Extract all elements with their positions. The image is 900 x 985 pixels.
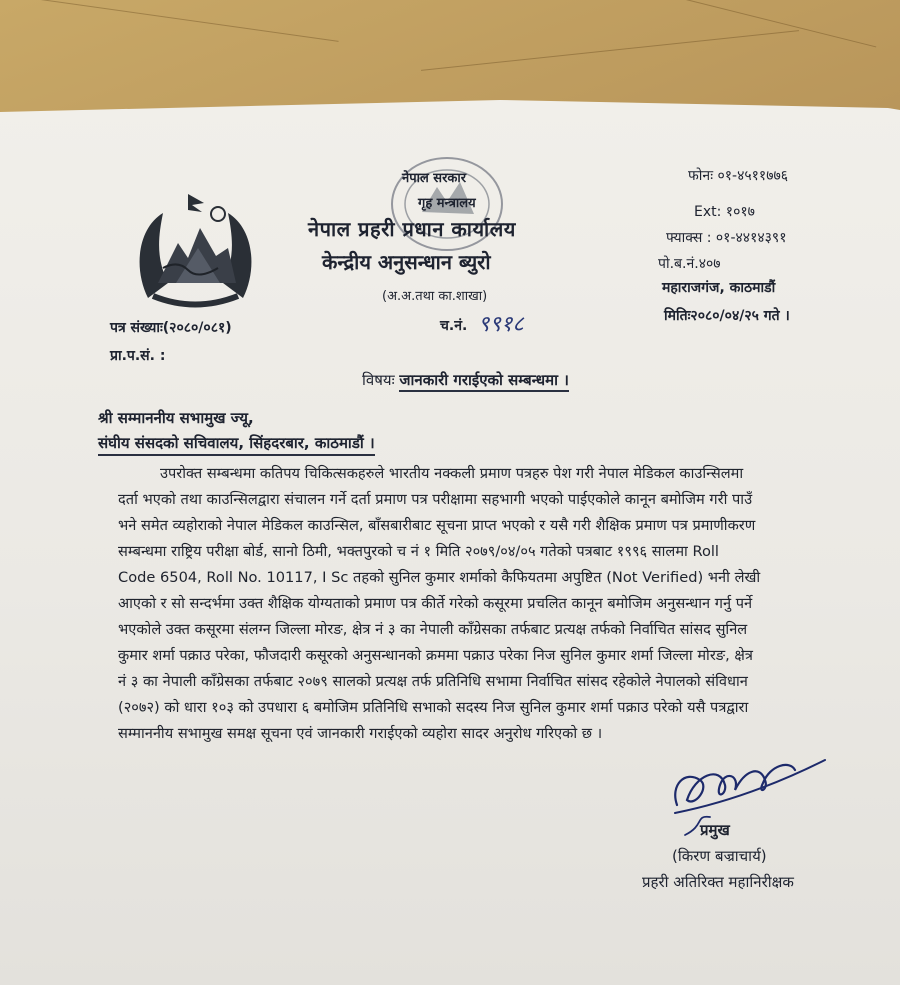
dispatch-number: ९९१८ [478, 312, 524, 337]
subject-label: विषयः [362, 371, 395, 389]
letter-date: मितिः२०८०/०४/२५ गते । [664, 308, 790, 324]
office-title: नेपाल प्रहरी प्रधान कार्यालय [308, 217, 516, 241]
subject-line [362, 370, 569, 390]
subject-text: जानकारी गराईएको सम्बन्धमा । [399, 371, 568, 392]
prapa-label: प्रा.प.सं. : [110, 348, 166, 364]
dispatch-label: च.नं. [440, 318, 468, 334]
body-line: उपरोक्त सम्बन्धमा कतिपय चिकित्सकहरुले भारतीय नक्कली प्रमाण पत्रहरु पेश गरी नेपाल मेडिकल काउन्सिलमा [160, 465, 744, 482]
section-label: (अ.अ.तथा का.शाखा) [382, 289, 488, 304]
body-line: दर्ता भएको तथा काउन्सिलद्वारा संचालन गर्ने दर्ता प्रमाण पत्र परीक्षामा सहभागी भएको पाईएकोले कानून बमोजिम गरी पाउँ [118, 491, 753, 508]
body-line: सम्माननीय सभामुख समक्ष सूचना एवं जानकारी गराईएको व्यहोरा सादर अनुरोध गरिएको छ । [118, 725, 603, 742]
background-vein [421, 30, 799, 71]
recipient-address: संघीय संसदको सचिवालय, सिंहदरबार, काठमाडौं । [98, 433, 375, 456]
body-line: भने समेत व्यहोराको नेपाल मेडिकल काउन्सिल, बाँसबारीबाट सूचना प्राप्त भएको र यसै गरी शैक्षिक प्रमाण पत्र प्रमाणीकरण [118, 517, 756, 534]
signatory-role: प्रमुख [700, 821, 730, 839]
signatory-name: (किरण बज्राचार्य) [672, 847, 767, 865]
bureau-title: केन्द्रीय अनुसन्धान ब्युरो [322, 250, 491, 274]
body-line: नं ३ का नेपाली काँग्रेसका तर्फबाट २०७९ सालको प्रत्यक्ष तर्फ प्रतिनिधि सभामा निर्वाचित सांसद रहेकोले नेपालको संविधान [118, 673, 748, 690]
recipient-title: श्री सम्माननीय सभामुख ज्यू, [98, 409, 254, 427]
signatory-designation: प्रहरी अतिरिक्त महानिरीक्षक [642, 873, 794, 891]
ministry-label: गृह मन्त्रालय [418, 196, 476, 211]
body-line: (२०७२) को धारा १०३ को उपधारा ६ बमोजिम प्रतिनिधि सभाको सदस्य निज सुनिल कुमार शर्मा पक्राउ परेको यसै पत्रद्वारा [118, 699, 749, 716]
background-vein [624, 0, 877, 47]
phone-number: फोनः ०१-४५११७७६ [688, 168, 789, 184]
body-line: आएको र सो सन्दर्भमा उक्त शैक्षिक योग्यताको प्रमाण पत्र कीर्ते गरेको कसूरमा प्रचलित कानून बमोजिम अनुसन्धान गर्नु पर्ने [118, 595, 753, 612]
nepal-emblem-icon [128, 188, 263, 318]
handwritten-signature-icon [665, 745, 835, 845]
fax-number: फ्याक्स : ०१-४४१४३९१ [666, 230, 787, 246]
body-line: सम्बन्धमा राष्ट्रिय परीक्षा बोर्ड, सानो ठिमी, भक्तपुरको च नं १ मिति २०७९/०४/०५ गतेको पत्रबाट १९९६ सालमा Roll [118, 543, 719, 560]
body-line: भएकोले उक्त कसूरमा संलग्न जिल्ला मोरङ, क्षेत्र नं ३ का नेपाली काँग्रेसका तर्फबाट प्रत्यक्ष तर्फको निर्वाचित सांसद सुनिल [118, 621, 748, 638]
letter-number: पत्र संख्याः(२०८०/०८१) [110, 320, 232, 336]
body-line: कुमार शर्मा पक्राउ परेका, फौजदारी कसूरको अनुसन्धानको क्रममा पक्राउ परेका निज सुनिल कुमार शर्मा जिल्ला मोरङ, क्षेत्र [118, 647, 753, 664]
po-box: पो.ब.नं.४०७ [658, 256, 721, 272]
background-vein [41, 0, 338, 42]
phone-extension: Ext: १०१७ [694, 204, 755, 220]
government-label: नेपाल सरकार [402, 171, 467, 186]
body-line: Code 6504, Roll No. 10117, I Sc तहको सुनिल कुमार शर्माको कैफियतमा अपुष्टित (Not Verified) भनी लेखी [118, 569, 761, 586]
office-location: महाराजगंज, काठमाडौं [662, 280, 776, 296]
